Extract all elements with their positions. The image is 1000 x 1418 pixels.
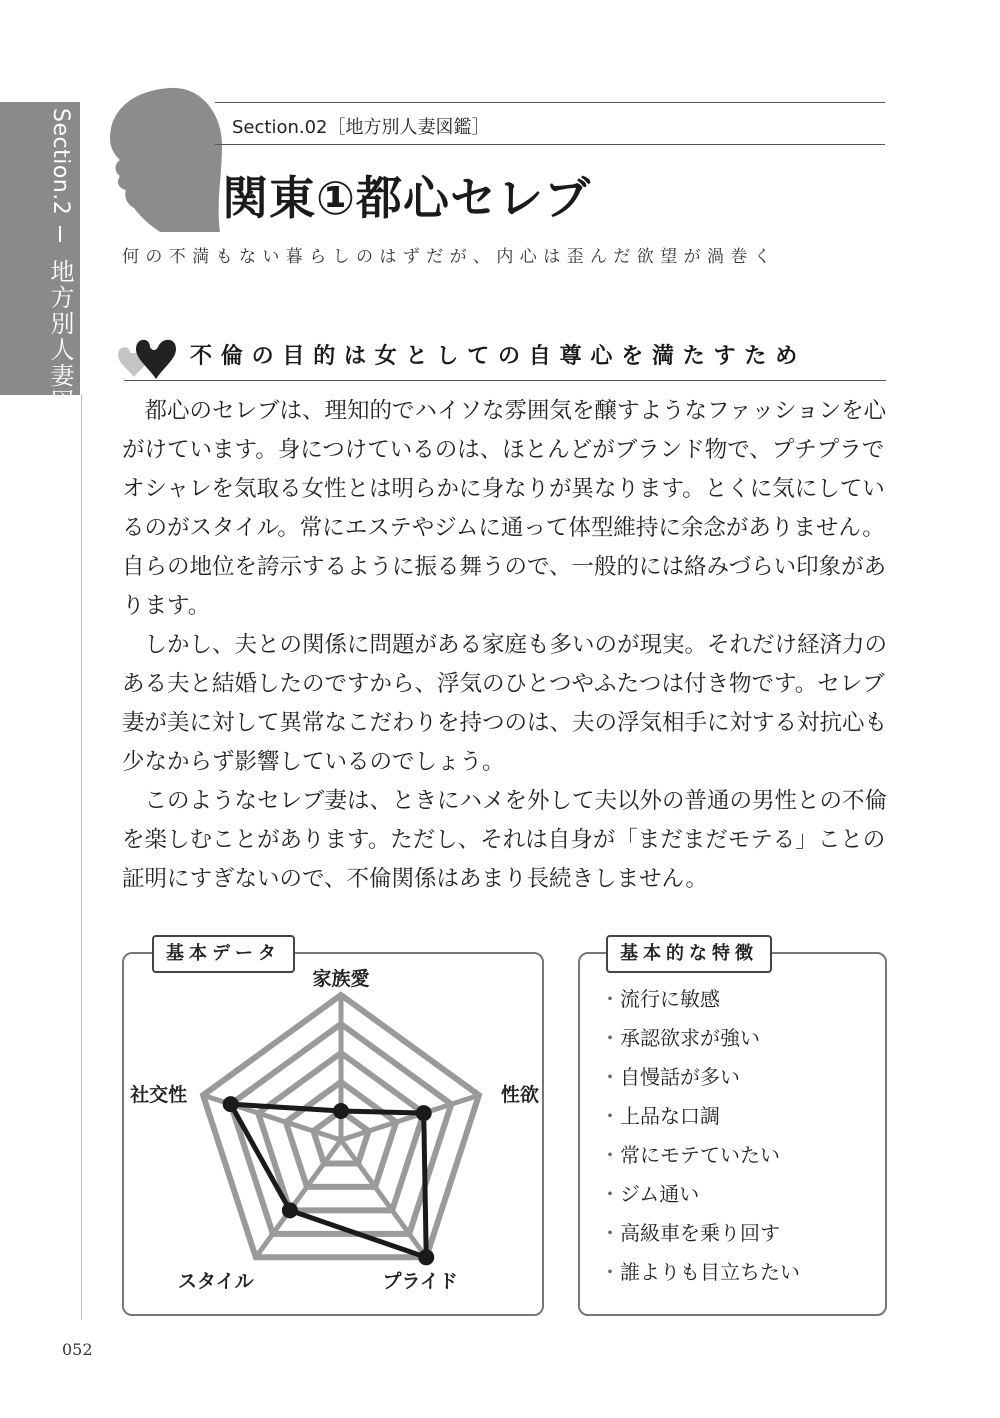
hearts-icon	[114, 337, 184, 383]
side-tab-divider	[59, 226, 61, 242]
trait-item: ・ 高級車を乗り回す	[600, 1214, 800, 1253]
subheading: 不倫の目的は女としての自尊心を満たすため	[190, 344, 807, 369]
header-mid-line	[215, 144, 885, 145]
basic-data-label: 基本データ	[152, 935, 295, 973]
radar-point	[223, 1096, 239, 1112]
side-tab-section: Section.2	[48, 108, 73, 216]
trait-item: ・ 承認欲求が強い	[600, 1019, 800, 1058]
radar-axis-label: 性欲	[500, 1084, 539, 1107]
traits-label: 基本的な特徴	[606, 935, 772, 973]
trait-item: ・ 常にモテていたい	[600, 1136, 800, 1175]
section-label: Section.02［地方別人妻図鑑］	[232, 117, 490, 138]
radar-point	[333, 1103, 349, 1119]
subheading-underline	[124, 380, 886, 381]
radar-chart	[125, 965, 540, 1310]
page-subtitle: 何の不満もない暮らしのはずだが、内心は歪んだ欲望が渦巻く	[122, 247, 778, 267]
radar-point	[418, 1249, 434, 1265]
traits-list	[600, 980, 800, 1292]
body-text	[122, 392, 888, 899]
page-title: 関東①都心セレブ	[222, 171, 591, 225]
side-divider-line	[81, 395, 82, 1320]
paragraph: 都心のセレブは、理知的でハイソな雰囲気を醸すようなファッションを心がけています。身につけているのは、ほとんどがブランド物で、プチプラでオシャレを気取る女性とは明らかに身なりが異なります。とくに気にしているのがスタイル。常にエステやジムに通って体型維持に余念がありません。自らの地位を誇示するように振る舞うので、一般的には絡みづらい印象があります。	[122, 398, 887, 619]
header-top-line	[215, 102, 885, 103]
paragraph: このようなセレブ妻は、ときにハメを外して夫以外の普通の男性との不倫を楽しむことがあります。ただし、それは自身が「まだまだモテる」ことの証明にすぎないので、不倫関係はあまり長続きしません。	[122, 788, 888, 892]
radar-point	[416, 1105, 432, 1121]
radar-axis-label: 家族愛	[312, 968, 370, 990]
radar-axis-label: スタイル	[177, 1270, 254, 1293]
trait-item: ・ ジム通い	[600, 1175, 800, 1214]
trait-item: ・ 流行に敏感	[600, 980, 800, 1019]
page-number: 052	[62, 1340, 93, 1359]
side-tab-text	[43, 108, 78, 441]
trait-item: ・ 上品な口調	[600, 1097, 800, 1136]
trait-item: ・ 自慢話が多い	[600, 1058, 800, 1097]
trait-item: ・ 誰よりも目立ちたい	[600, 1253, 800, 1292]
radar-axis-label: 社交性	[130, 1084, 188, 1107]
woman-silhouette-icon	[100, 84, 225, 234]
side-tab-title: 地方別人妻図鑑	[46, 259, 74, 442]
radar-axis-label: プライド	[382, 1270, 458, 1293]
paragraph: しかし、夫との関係に問題がある家庭も多いのが現実。それだけ経済力のある夫と結婚したのですから、浮気のひとつやふたつは付き物です。セレブ妻が美に対して異常なこだわりを持つのは、夫の浮気相手に対する対抗心も少なからず影響しているのでしょう。	[122, 632, 888, 775]
radar-point	[282, 1202, 298, 1218]
